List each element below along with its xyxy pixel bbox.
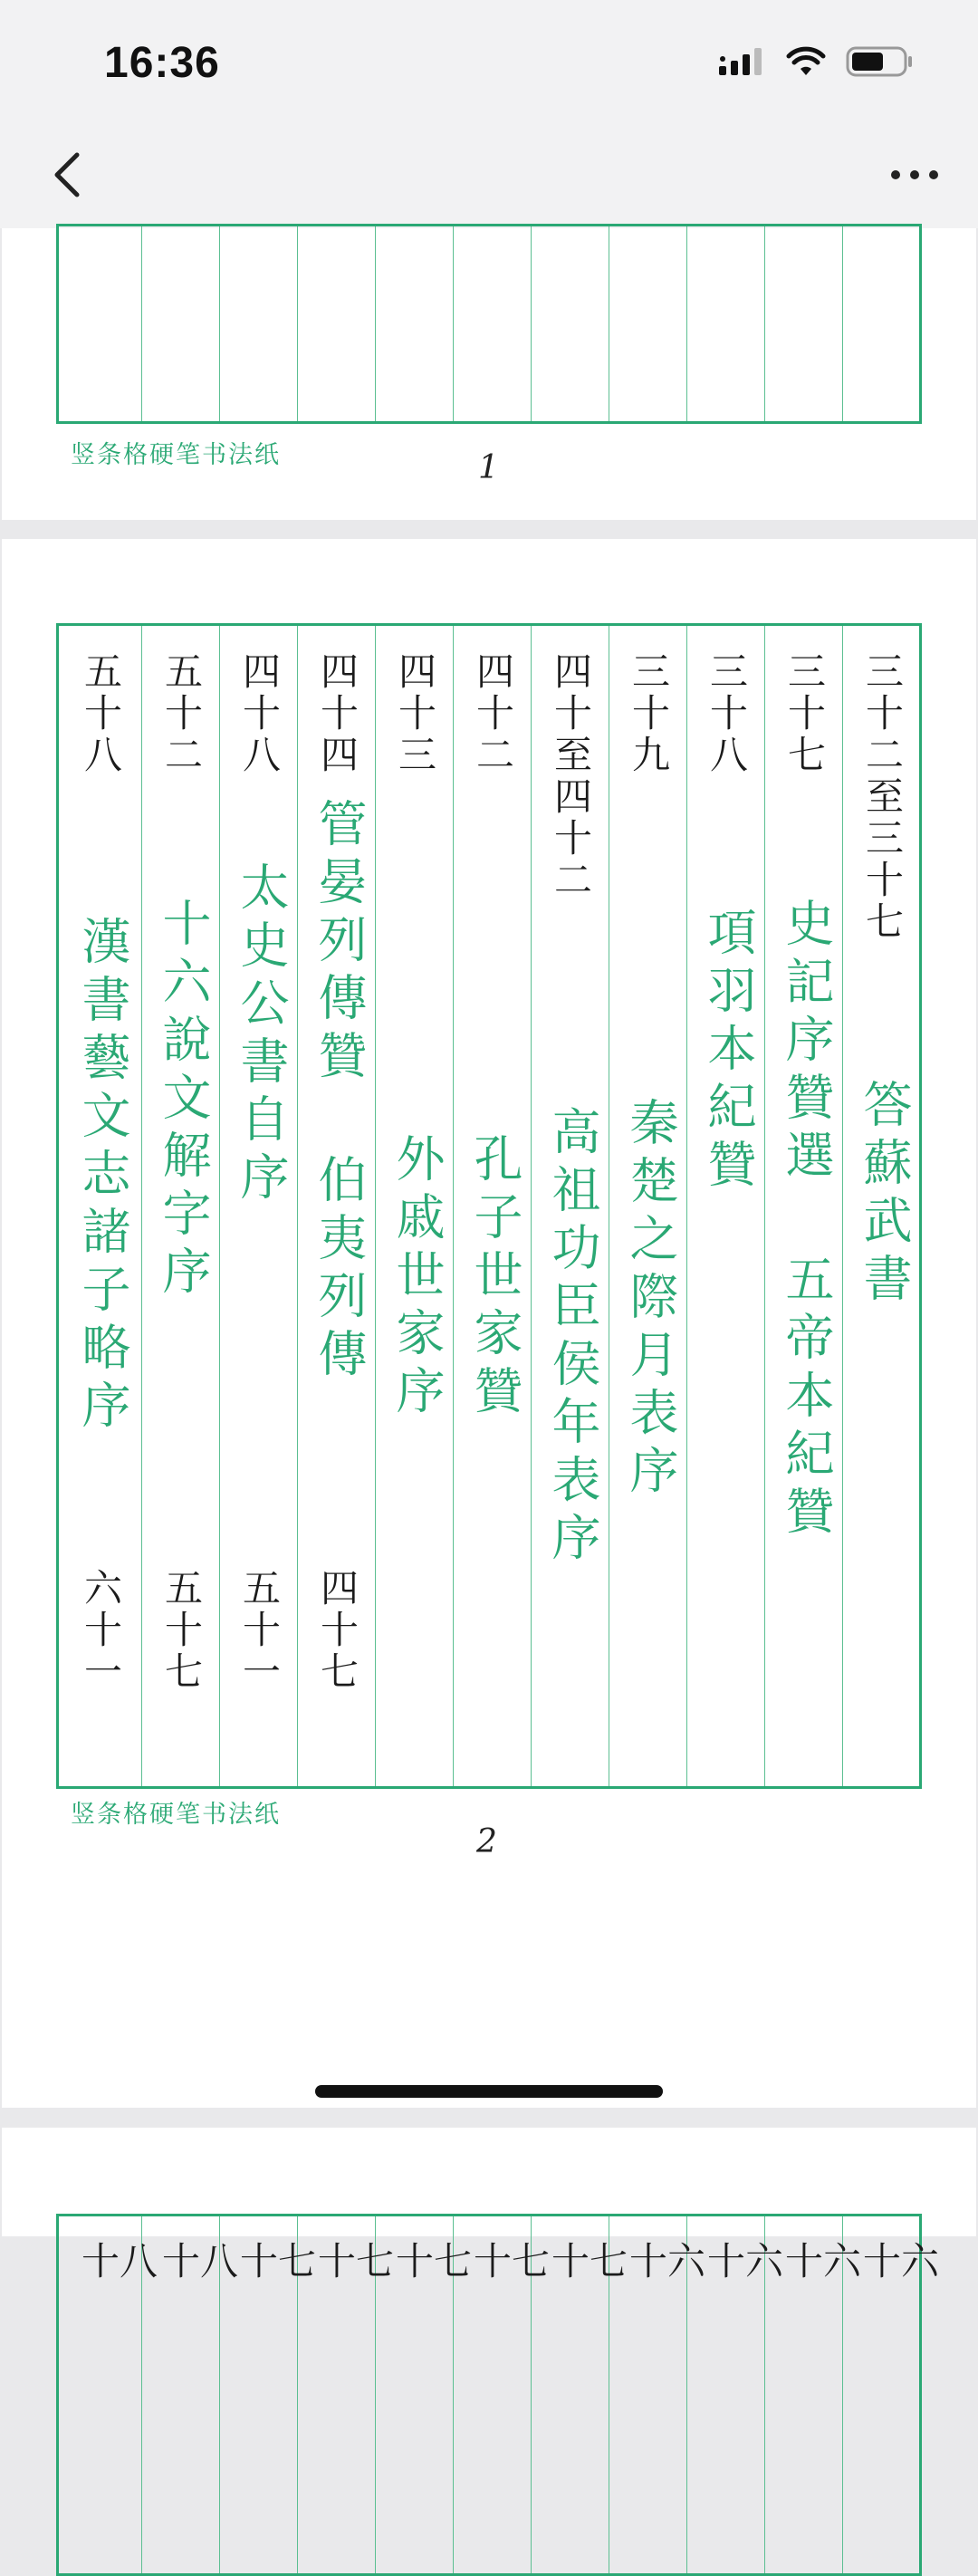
wifi-icon [786,46,826,77]
column-11-end-number: 六十一 [79,1568,123,1693]
column-8-title: 管晏列傳贊 伯夷列傳 [311,798,368,1386]
column-1-title: 答蘇武書 [856,1079,913,1311]
more-button[interactable] [878,143,951,207]
page-2 [2,539,976,2108]
column-6-title: 孔子世家贊 [466,1133,523,1423]
column-9-number: 四十八 [237,651,282,776]
page-3-column-8-number: 七十 [312,2241,395,2283]
page-2-footer-label: 竖条格硬笔书法纸 [71,1801,281,1829]
column-4-title: 秦楚之際月表序 [622,1097,679,1503]
page-1-grid [56,224,922,424]
column-11-number: 五十八 [79,651,123,776]
home-indicator[interactable] [315,2085,663,2098]
page-3-column-3-number: 六十 [702,2241,784,2283]
column-1-number: 三十二至三十七 [860,651,905,943]
cellular-signal-icon [717,46,766,77]
page-3-column-5-number: 七十 [546,2241,628,2283]
page-1-number: 1 [478,449,499,486]
page-3-column-6-number: 七十 [468,2241,551,2283]
page-3-column-11-number: 八十 [76,2241,158,2283]
more-horizontal-icon [889,168,940,181]
column-10-title: 十六說文解字序 [155,898,212,1303]
column-2-title: 史記序贊選 五帝本紀贊 [778,898,835,1543]
back-button[interactable] [36,143,100,207]
column-2-number: 三十七 [782,651,827,776]
nav-bar [0,127,978,229]
page-1 [2,228,976,520]
column-10-end-number: 五十七 [159,1568,204,1693]
column-10-number: 五十二 [159,651,204,776]
chevron-left-icon [50,149,86,200]
column-9-title: 太史公書自序 [233,861,290,1209]
column-3-title: 項羽本紀贊 [700,907,757,1197]
column-7-number: 四十三 [393,651,437,776]
column-11-title: 漢書藝文志諸子略序 [74,916,131,1437]
page-3-column-9-number: 七十 [235,2241,317,2283]
column-6-number: 四十二 [471,651,515,776]
column-8-end-number: 四十七 [315,1568,360,1693]
column-5-title: 高祖功臣侯年表序 [544,1106,601,1570]
page-3-column-2-number: 六十 [780,2241,862,2283]
column-9-end-number: 五十一 [237,1568,282,1693]
document-viewer[interactable] [0,228,978,2283]
page-3-column-1-number: 六十 [858,2241,940,2283]
column-3-number: 三十八 [705,651,749,776]
status-icons [717,45,915,78]
status-time: 16:36 [104,39,220,87]
column-7-title: 外戚世家序 [388,1133,446,1423]
column-4-number: 三十九 [627,651,671,776]
page-3 [2,2128,976,2236]
page-3-column-10-number: 八十 [157,2241,239,2283]
column-5-number: 四十至四十二 [549,651,593,901]
page-3-column-4-number: 六十 [624,2241,706,2283]
page-1-footer-label: 竖条格硬笔书法纸 [71,441,281,469]
battery-icon [846,45,915,78]
page-3-column-7-number: 七十 [390,2241,473,2283]
status-bar [0,0,978,127]
page-2-number: 2 [476,1823,497,1860]
column-8-number: 四十四 [315,651,360,776]
page-2-grid [56,623,922,1789]
